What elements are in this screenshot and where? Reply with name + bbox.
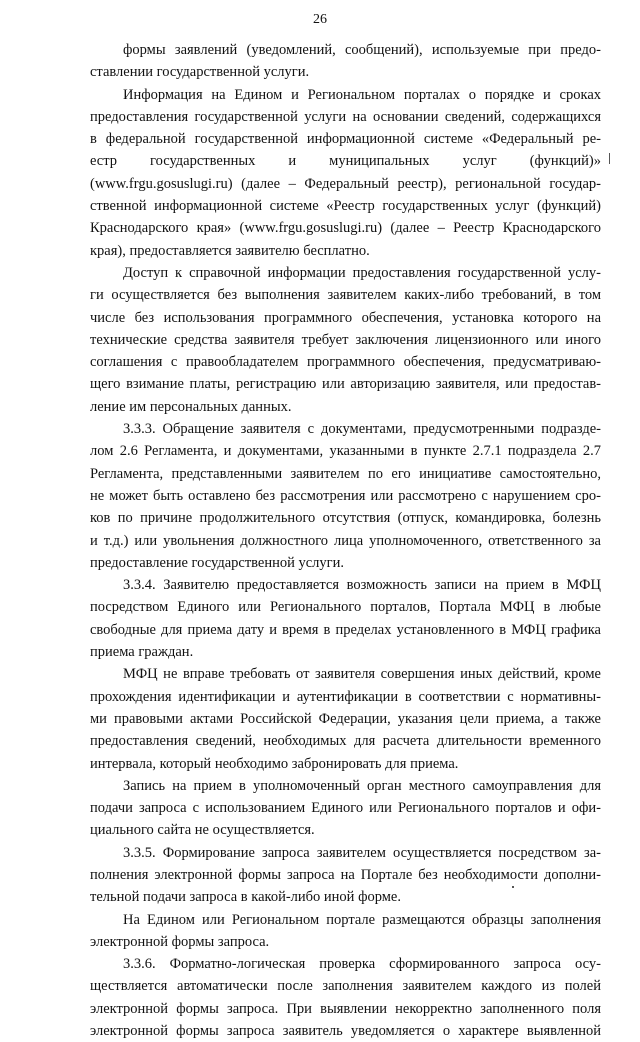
text-line: 3.3.6. Форматно-логическая проверка сформированного запроса осу- (123, 956, 601, 973)
text-line: лом 2.6 Регламента, и документами, указанными в пункте 2.7.1 подраздела 2.7 (90, 443, 601, 460)
text-line: ление им персональных данных. (90, 398, 292, 415)
text-line: щего взимание платы, регистрацию или авторизацию заявителя, или предостав- (90, 376, 601, 393)
text-line: края), предоставляется заявителю бесплатно. (90, 242, 370, 259)
text-line: 3.3.4. Заявителю предоставляется возможность записи на прием в МФЦ (123, 577, 601, 594)
text-line: (www.frgu.gosuslugi.ru) (далее – Федеральный реестр), региональной государ- (90, 175, 601, 192)
text-line: в федеральной государственной информационной системе «Федеральный ре- (90, 131, 601, 148)
text-line: Информация на Едином и Региональном порталах о порядке и сроках (123, 86, 601, 103)
text-line: 3.3.5. Формирование запроса заявителем осуществляется посредством за- (123, 844, 601, 861)
scan-mark (512, 886, 514, 888)
text-line: интервала, который необходимо забронировать для приема. (90, 755, 459, 772)
text-line: На Едином или Региональном портале размещаются образцы заполнения (123, 911, 601, 928)
text-line: соглашения с правообладателем программного обеспечения, предусматриваю- (90, 354, 601, 371)
text-line: ги осуществляется без выполнения заявителем каких-либо требований, в том (90, 287, 601, 304)
text-line: электронной формы запроса. При выявлении некорректно заполненного поля (90, 1000, 601, 1017)
text-line: не может быть оставлено без рассмотрения или рассмотрено с нарушением сро- (90, 487, 601, 504)
text-line: и т.д.) или увольнения должностного лица уполномоченного, ответственного за (90, 532, 601, 549)
text-line: электронной формы запроса заявитель уведомляется о характере выявленной (90, 1023, 601, 1040)
text-line: ществляется автоматически после заполнения заявителем каждого из полей (90, 978, 601, 995)
page-number: 26 (313, 12, 327, 27)
text-line: подачи запроса с использованием Единого или Регионального порталов и офи- (90, 800, 601, 817)
text-line: свободные для приема дату и время в пределах установленного в МФЦ графика (90, 621, 601, 638)
text-line: МФЦ не вправе требовать от заявителя совершения иных действий, кроме (123, 666, 601, 683)
text-line: электронной формы запроса. (90, 933, 270, 950)
text-line: приема граждан. (90, 644, 194, 661)
text-line: полнения электронной формы запроса на Портале без необходимости дополни- (90, 866, 601, 883)
text-line: формы заявлений (уведомлений, сообщений), используемые при предо- (123, 42, 601, 58)
scan-mark (609, 153, 610, 164)
text-line: 3.3.3. Обращение заявителя с документами, предусмотренными подразде- (123, 421, 601, 438)
text-line: Доступ к справочной информации предоставления государственной услу- (123, 264, 601, 281)
text-line: Регламента, представленными заявителем по его инициативе самостоятельно, (90, 465, 601, 482)
text-line: естр государственных и муниципальных услуг (функций)» (90, 153, 601, 170)
text-line: Запись на прием в уполномоченный орган местного самоуправления для (123, 777, 601, 794)
document-body (90, 39, 601, 1042)
text-line: числе без использования программного обеспечения, установка которого на (90, 309, 601, 326)
text-line: предоставления государственной услуги на основании сведений, содержащихся (90, 108, 601, 125)
text-line: прохождения идентификации и аутентификации в соответствии с нормативны- (90, 688, 601, 705)
text-line: ственной информационной системе «Реестр государственных услуг (функций) (90, 198, 601, 215)
text-line: предоставления сведений, необходимых для расчета длительности временного (90, 733, 601, 750)
text-line: ми правовыми актами Российской Федерации, указания цели приема, а также (90, 710, 601, 727)
text-line: тельной подачи запроса в какой-либо иной форме. (90, 889, 401, 906)
text-line: циального сайта не осуществляется. (90, 822, 315, 839)
text-line: Краснодарского края» (www.frgu.gosuslugi.ru) (далее – Реестр Краснодарского (90, 220, 601, 237)
text-line: ставлении государственной услуги. (90, 64, 310, 81)
text-line: предоставление государственной услуги. (90, 554, 345, 571)
text-line: технические средства заявителя требует заключения лицензионного или иного (90, 331, 601, 348)
text-line: посредством Единого или Регионального порталов, Портала МФЦ в любые (90, 599, 601, 616)
text-line: ков по причине продолжительного отсутствия (отпуск, командировка, болезнь (90, 510, 601, 527)
